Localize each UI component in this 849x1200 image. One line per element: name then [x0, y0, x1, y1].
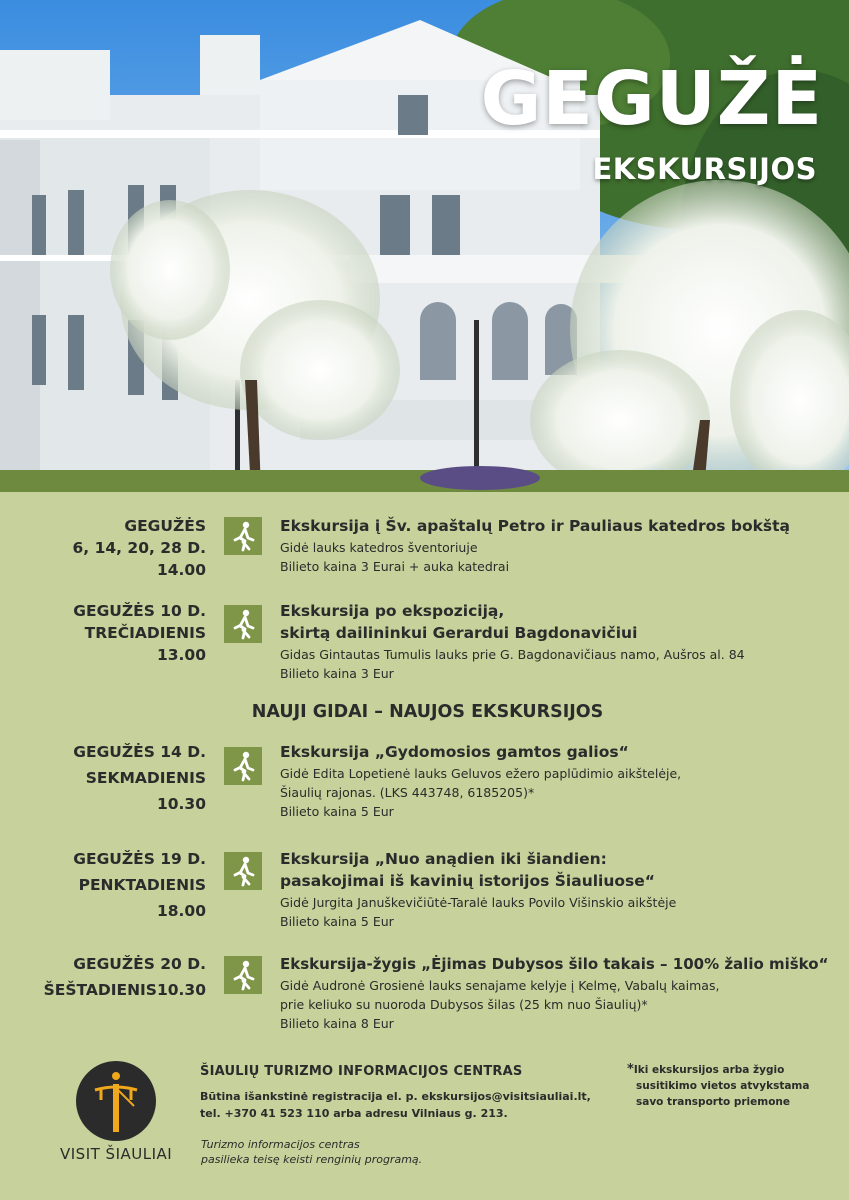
event-title: Ekskursija į Šv. apaštalų Petro ir Pauliaus katedros bokštą — [280, 517, 791, 535]
event-detail: Gidė Audronė Grosienė lauks senajame kelyje į Kelmę, Vabalų kaimas, — [280, 978, 720, 993]
walking-person-icon — [224, 605, 262, 643]
event-price: Bilieto kaina 3 Eur — [280, 666, 394, 681]
event-date: GEGUŽĖS 20 D. ŠEŠTADIENIS10.30 — [43, 955, 206, 999]
section-heading: NAUJI GIDAI – NAUJOS EKSKURSIJOS — [251, 702, 604, 722]
walking-person-icon — [224, 517, 262, 555]
page-title: GEGUŽĖ — [480, 56, 823, 142]
asterisk: * — [627, 1062, 634, 1077]
walking-person-icon — [224, 852, 262, 890]
event-detail: Gidas Gintautas Tumulis lauks prie G. Bagdonavičiaus namo, Aušros al. 84 — [280, 647, 745, 662]
page-subtitle: EKSKURSIJOS — [592, 152, 817, 186]
walking-person-icon — [224, 956, 262, 994]
event-title: Ekskursija po ekspoziciją, — [280, 602, 505, 620]
event-info — [280, 600, 840, 683]
event-date: GEGUŽĖS 14 D. SEKMADIENIS 10.30 — [73, 743, 206, 813]
event-price: Bilieto kaina 8 Eur — [280, 1016, 394, 1031]
event-price: Bilieto kaina 3 Eurai + auka katedrai — [280, 559, 510, 574]
event-info — [280, 741, 840, 821]
event-detail-line2: Šiaulių rajonas. (LKS 443748, 6185205)* — [280, 785, 535, 800]
event-date: GEGUŽĖS 10 D. TREČIADIENIS 13.00 — [73, 602, 206, 664]
hero-photo — [0, 0, 849, 492]
event-date: GEGUŽĖS 6, 14, 20, 28 D. 14.00 — [72, 517, 206, 579]
transport-note: *Iki ekskursijos arba žygio susitikimo vietos atvykstama savo transporto priemone — [627, 1062, 810, 1108]
event-detail: Gidė Jurgita Januškevičiūtė-Taralė lauks Povilo Višinskio aikštėje — [280, 895, 677, 910]
walking-person-icon — [224, 747, 262, 785]
event-title-line2: skirtą dailininkui Gerardui Bagdonavičiui — [280, 624, 638, 642]
event-info — [280, 848, 840, 931]
event-detail: Gidė Edita Lopetienė lauks Geluvos ežero paplūdimio aikštelėje, — [280, 766, 682, 781]
logo-text: VISIT ŠIAULIAI — [60, 1145, 173, 1163]
organization-name: ŠIAULIŲ TURIZMO INFORMACIJOS CENTRAS — [200, 1064, 523, 1079]
event-price: Bilieto kaina 5 Eur — [280, 914, 394, 929]
event-date: GEGUŽĖS 19 D. PENKTADIENIS 18.00 — [73, 850, 206, 920]
registration-email-line: Būtina išankstinė registracija el. p. ekskursijos@visitsiauliai.lt, — [200, 1090, 591, 1103]
event-title-line2: pasakojimai iš kavinių istorijos Šiauliuose“ — [280, 872, 655, 890]
event-title: Ekskursija-žygis „Ėjimas Dubysos šilo takais – 100% žalio miško“ — [280, 955, 829, 973]
visit-siauliai-logo — [73, 1058, 159, 1144]
event-title: Ekskursija „Gydomosios gamtos galios“ — [280, 743, 629, 761]
registration-info — [200, 1088, 591, 1122]
registration-phone-line: tel. +370 41 523 110 arba adresu Vilniaus g. 213. — [200, 1107, 508, 1120]
event-title: Ekskursija „Nuo anądien iki šiandien: — [280, 850, 607, 868]
event-info — [280, 515, 840, 576]
event-price: Bilieto kaina 5 Eur — [280, 804, 394, 819]
disclaimer: Turizmo informacijos centras pasilieka teisę keisti renginių programą. — [201, 1138, 423, 1166]
event-info — [280, 953, 840, 1033]
event-detail: Gidė lauks katedros šventoriuje — [280, 540, 478, 555]
event-detail-line2: prie keliuko su nuoroda Dubysos šilas (25 km nuo Šiaulių)* — [280, 997, 648, 1012]
